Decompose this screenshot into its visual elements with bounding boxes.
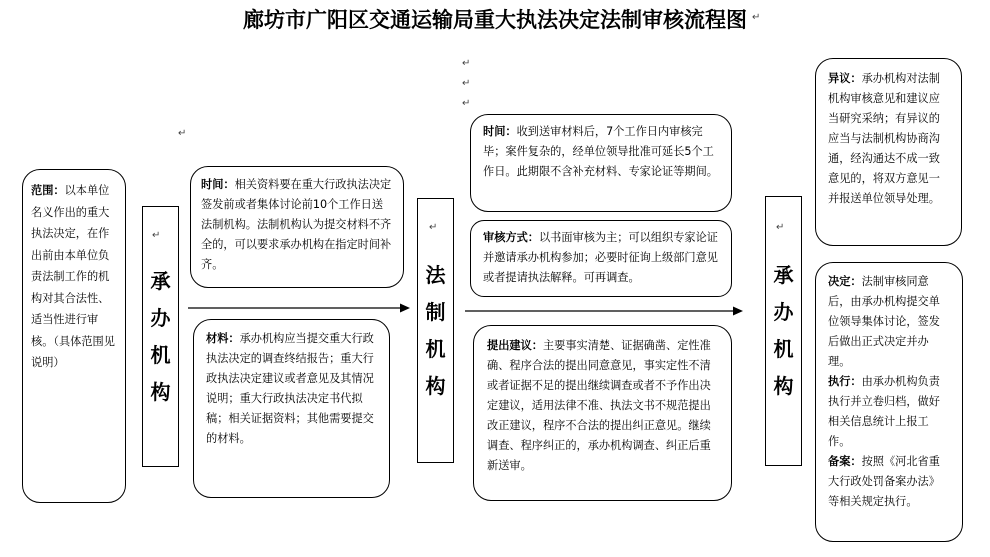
arrow-head-right: [733, 307, 743, 316]
review-label: 审核方式：: [483, 231, 539, 244]
objection-label: 异议：: [828, 72, 862, 85]
time2-label: 时间：: [483, 125, 517, 138]
scope-box: [22, 169, 126, 503]
materials-text: 承办机构应当提交重大行政执法决定的调查终结报告；重大行政执法决定建议或者意见及其情况说明；重大行政执法决定书代拟稿；相关证据资料；其他需要提交的材料。: [206, 332, 374, 445]
scope-label: 范围：: [31, 184, 65, 197]
paragraph-mark: ↵: [462, 98, 471, 109]
time1-label: 时间：: [201, 178, 235, 191]
right-org-box: [765, 196, 802, 466]
proposal-box: [473, 325, 732, 501]
mid-org-box: [417, 198, 454, 463]
decision-item: [828, 272, 950, 372]
time-box-1: [190, 166, 404, 288]
decision-box: [815, 262, 963, 542]
proposal-label: 提出建议：: [487, 339, 543, 352]
time2-text: 收到送审材料后，7个工作日内审核完毕；案件复杂的，经单位领导批准可延长5个工作日。此期限不含补充材料、专家论证等期间。: [483, 125, 718, 178]
review-box: [470, 220, 732, 297]
paragraph-mark: ↵: [429, 222, 438, 233]
left-org-label: 承办机构: [150, 268, 171, 404]
page-title: 廊坊市广阳区交通运输局重大执法决定法制审核流程图: [243, 7, 747, 32]
arrow-head-left: [400, 304, 410, 313]
decision-text: 法制审核同意后，由承办机构提交单位领导集体讨论，签发后做出正式决定并办理。: [828, 275, 940, 368]
time-box-2: [470, 114, 732, 212]
review-text: 以书面审核为主；可以组织专家论证并邀请承办机构参加；必要时征询上级部门意见或者提请执法解释。可再调查。: [483, 231, 718, 284]
execution-label: 执行：: [828, 375, 862, 388]
decision-label: 决定：: [828, 275, 862, 288]
paragraph-mark: ↵: [462, 58, 471, 69]
paragraph-mark: ↵: [178, 128, 187, 139]
paragraph-mark: ↵: [462, 78, 471, 89]
right-org-label: 承办机构: [773, 263, 794, 398]
materials-label: 材料：: [206, 332, 240, 345]
proposal-text: 主要事实清楚、证据确凿、定性准确、程序合法的提出同意意见，事实定性不清或者证据不足的提出继续调查或者不予作出决定建议，适用法律不准、执法文书不规范提出改正建议，程序不合法的提出纠正意见。继续调查、程序纠正的，承办机构调查、纠正后重新送审。: [487, 339, 711, 472]
objection-box: [815, 58, 962, 246]
filing-text: 按照《河北省重大行政处罚备案办法》等相关规定执行。: [828, 455, 940, 508]
paragraph-mark: ↵: [152, 230, 161, 241]
time1-text: 相关资料要在重大行政执法决定签发前或者集体讨论前10个工作日送法制机构。法制机构认为提交材料不齐全的，可以要求承办机构在指定时间补齐。: [201, 178, 392, 271]
materials-box: [193, 319, 390, 498]
mid-org-label: 法制机构: [425, 262, 446, 398]
filing-label: 备案：: [828, 455, 862, 468]
execution-text: 由承办机构负责执行并立卷归档，做好相关信息统计上报工作。: [828, 375, 940, 448]
paragraph-mark: ↵: [776, 222, 785, 233]
filing-item: [828, 452, 950, 512]
execution-item: [828, 372, 950, 452]
left-org-box: [142, 206, 179, 467]
objection-text: 承办机构对法制机构审核意见和建议应当研究采纳；有异议的应当与法制机构协商沟通，经沟通达不成一致意见的，将双方意见一并报送单位领导处理。: [828, 72, 940, 205]
scope-text: 以本单位名义作出的重大执法决定，在作出前由本单位负责法制工作的机构对其合法性、适当性进行审核。（具体范围见说明）: [31, 184, 115, 369]
paragraph-mark: ↵: [752, 12, 761, 23]
